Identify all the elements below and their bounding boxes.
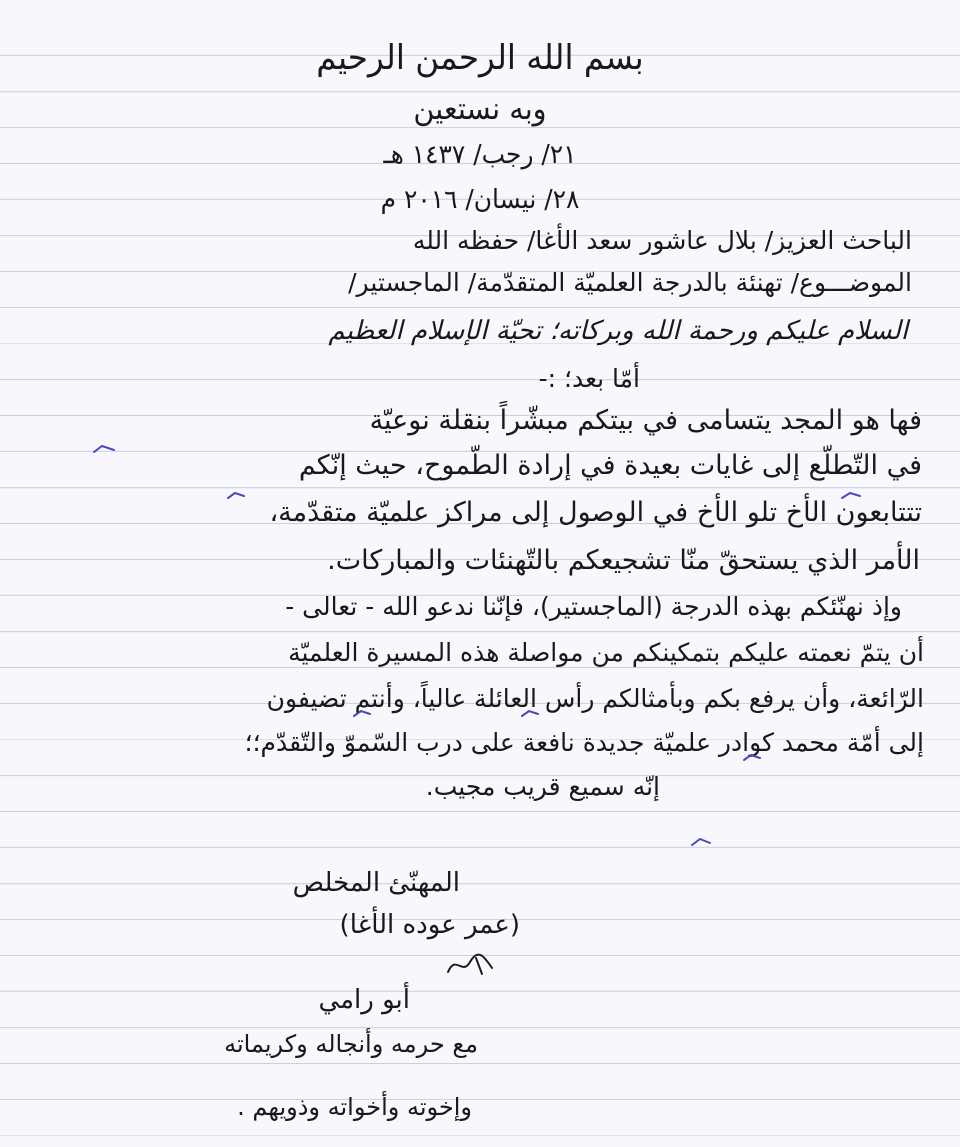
pen-mark-icon xyxy=(92,442,116,456)
pen-mark-icon xyxy=(840,490,862,502)
basmala-heading: بسم الله الرحمن الرحيم xyxy=(316,38,644,78)
pen-mark-icon xyxy=(352,708,372,720)
paragraph1-line: فها هو المجد يتسامى في بيتكم مبشّراً بنقلة نوعيّة xyxy=(369,405,922,436)
paragraph1-line: الأمر الذي يستحقّ منّا تشجيعكم بالتّهنئات والمباركات. xyxy=(327,545,920,576)
pen-mark-icon xyxy=(690,835,712,849)
gregorian-date: ٢٨/ نيسان/ ٢٠١٦ م xyxy=(380,185,580,215)
signature-family-line: مع حرمه وأنجاله وكريماته xyxy=(224,1030,478,1058)
signature-name: (عمر عوده الأغا) xyxy=(339,910,520,940)
pen-mark-icon xyxy=(742,752,762,764)
paragraph2-line: إلى أمّة محمد كوادر علميّة جديدة نافعة على درب السّموّ والتّقدّم؛؛ xyxy=(244,728,924,757)
signature-scribble-icon xyxy=(442,950,502,980)
wabihi-line: وبه نستعين xyxy=(413,92,547,127)
greeting-line: السلام عليكم ورحمة الله وبركاته؛ تحيّة الإسلام العظيم xyxy=(328,316,908,346)
closing-prayer-line: إنّه سميع قريب مجيب. xyxy=(425,772,660,801)
hijri-date: ٢١/ رجب/ ١٤٣٧ هـ xyxy=(383,140,577,170)
paragraph2-line: أن يتمّ نعمته عليكم بتمكينكم من مواصلة هذه المسيرة العلميّة xyxy=(288,638,924,667)
signature-family-line: وإخوته وأخواته وذويهم . xyxy=(237,1093,472,1121)
paragraph2-line: الرّائعة، وأن يرفع بكم وبأمثالكم رأس العائلة عالياً، وأنتم تضيفون xyxy=(266,684,924,713)
pen-mark-icon xyxy=(520,708,540,720)
paragraph2-line: وإذ نهنّئكم بهذه الدرجة (الماجستير)، فإنّنا ندعو الله - تعالى - xyxy=(285,592,902,621)
pen-mark-icon xyxy=(226,490,246,502)
paragraph1-line: تتتابعون الأخ تلو الأخ في الوصول إلى مراكز علميّة متقدّمة، xyxy=(269,497,922,528)
amma-baad-line: أمّا بعد؛ :- xyxy=(538,364,640,393)
addressee-line: الباحث العزيز/ بلال عاشور سعد الأغا/ حفظه الله xyxy=(412,226,912,255)
signature-kunya: أبو رامي xyxy=(318,985,410,1015)
subject-line: الموضـــوع/ تهنئة بالدرجة العلميّة المتقدّمة/ الماجستير/ xyxy=(348,268,912,297)
signature-title: المهنّئ المخلص xyxy=(292,868,460,898)
paragraph1-line: في التّطلّع إلى غايات بعيدة في إرادة الطّموح، حيث إنّكم xyxy=(298,450,922,481)
